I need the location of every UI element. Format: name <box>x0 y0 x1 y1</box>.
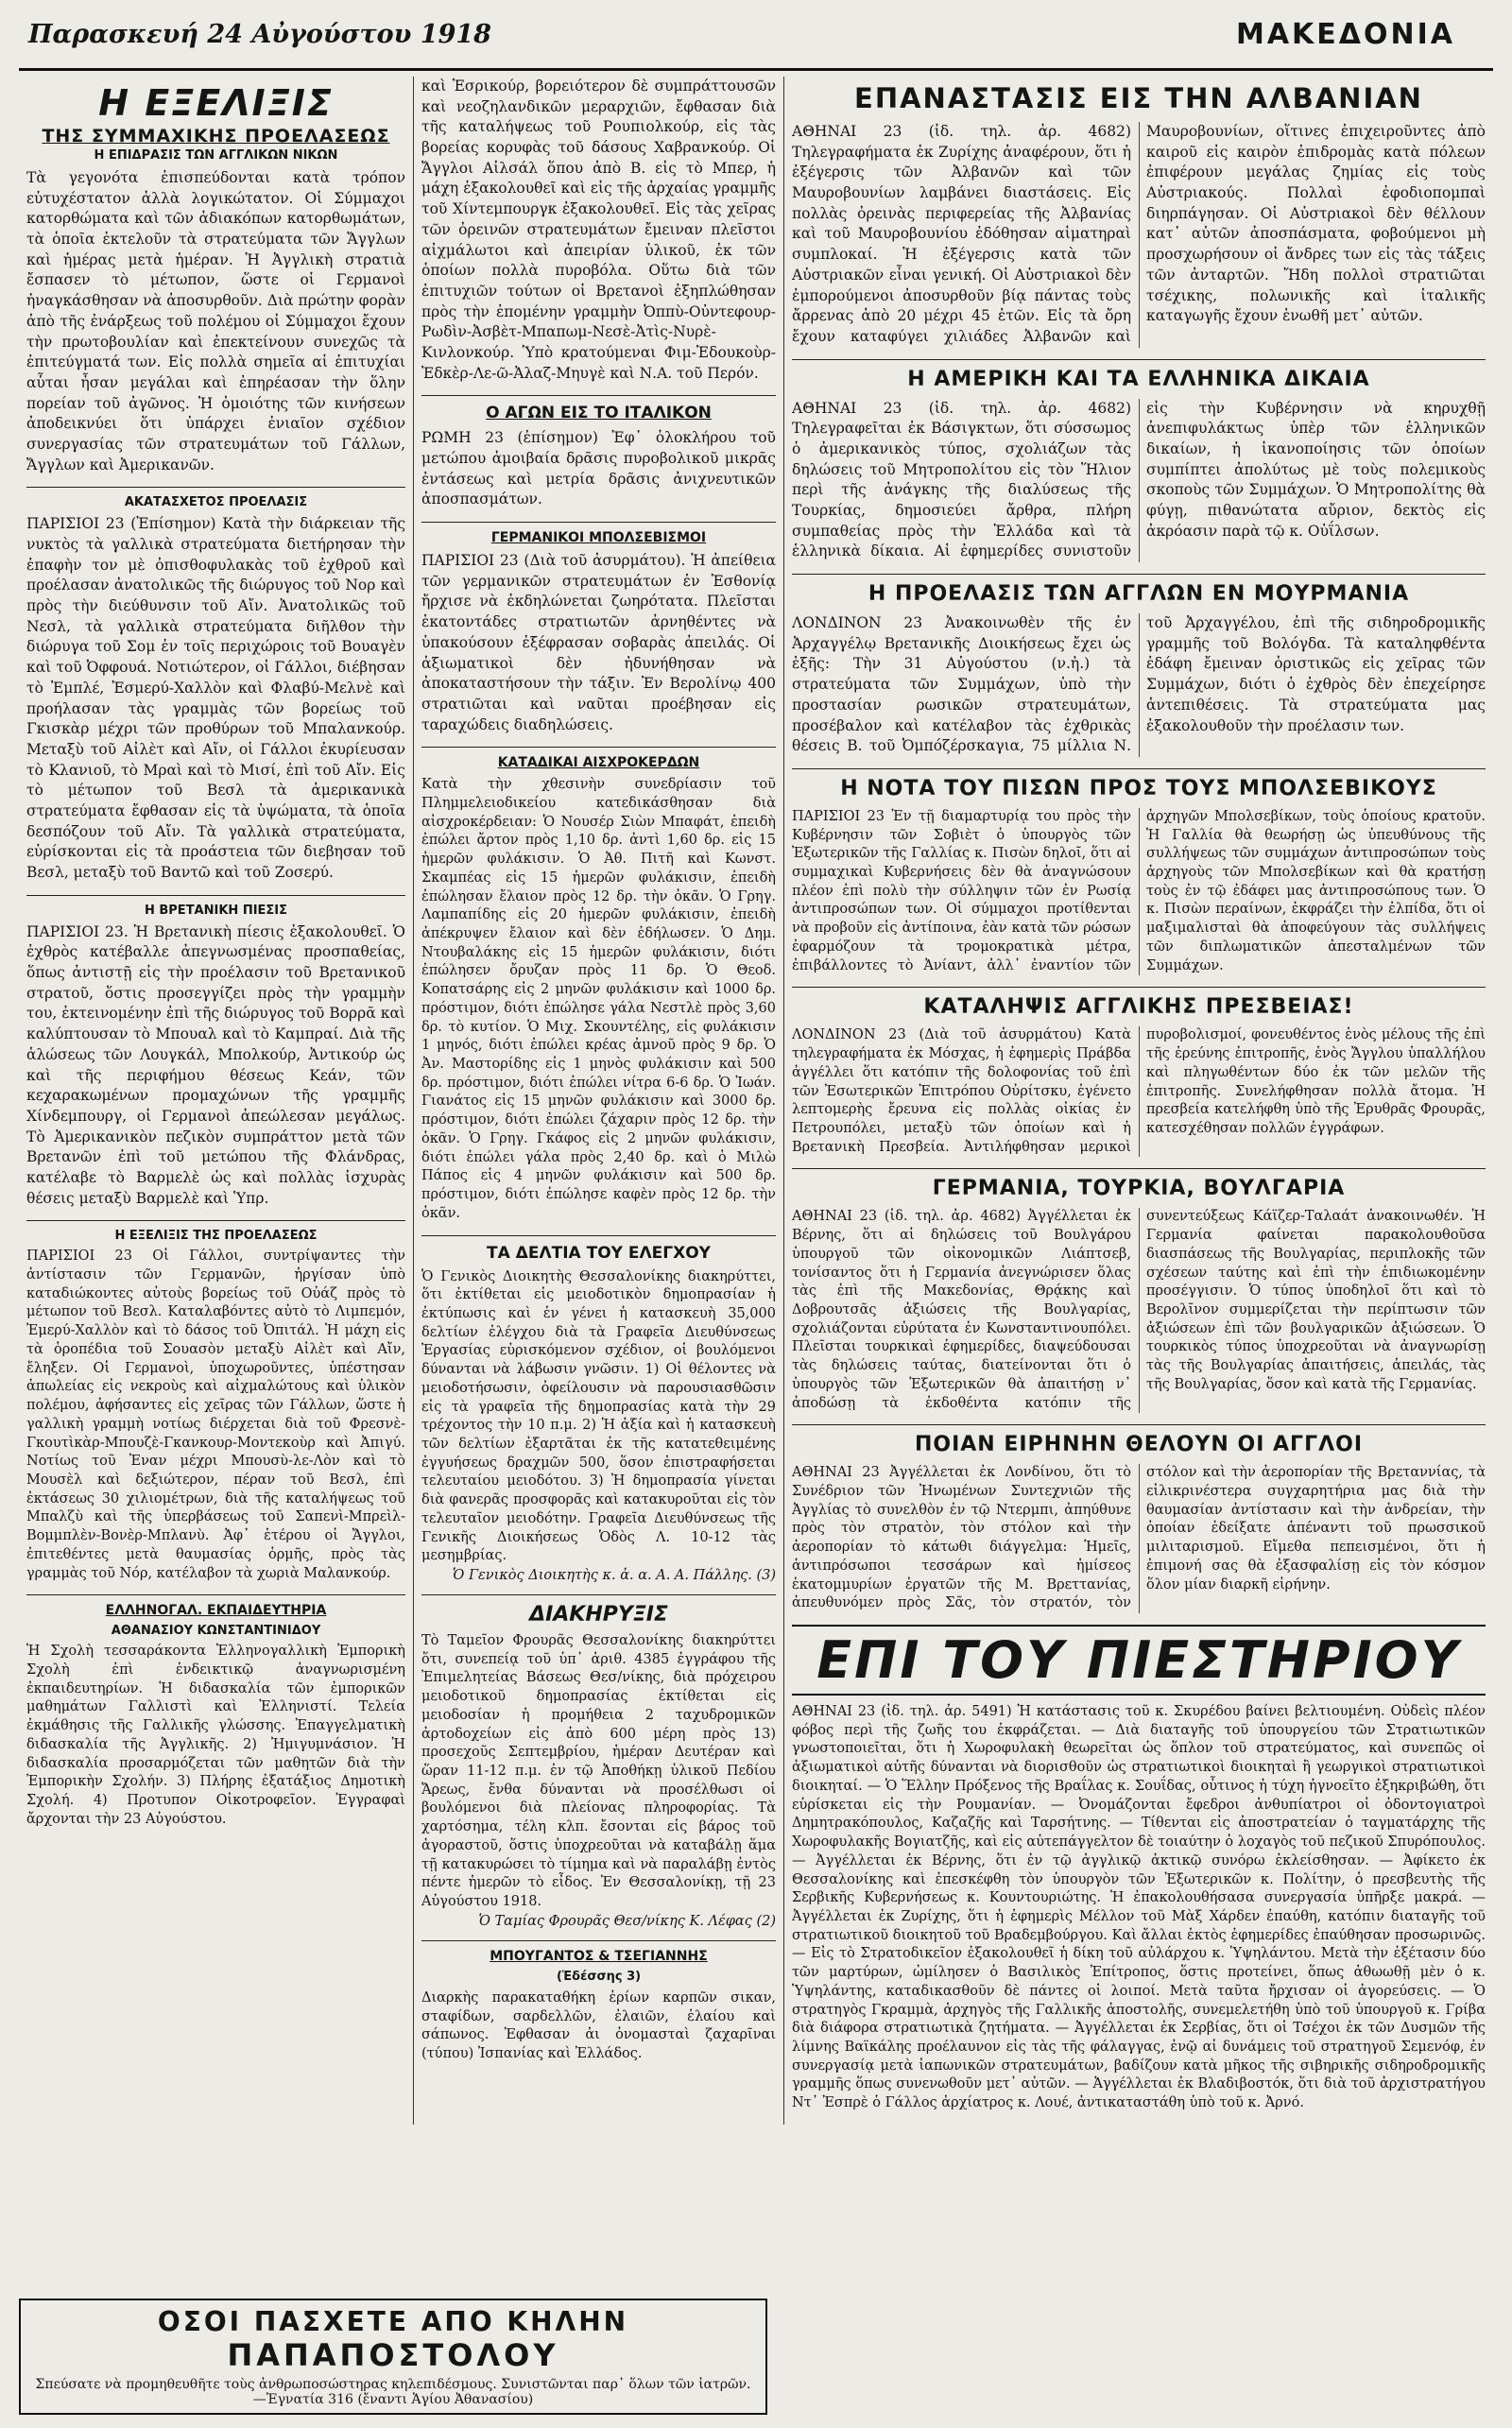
divider <box>26 1220 405 1221</box>
article-embassy-seizure <box>792 995 1486 1157</box>
article-murmansk <box>792 582 1486 757</box>
article-germany-turkey-bulgaria <box>792 1177 1486 1413</box>
article-body: ΠΑΡΙΣΙΟΙ 23 Οἱ Γάλλοι, συντρίψαντες τὴν ἀντίστασιν τῶν Γερμανῶν, ἠργίσαν ὑπὸ καταδιώκοντες αὐτοὺς βορείως τοῦ Οὐάζ πρὸς τὸ μέτωπον τοῦ Βεσλ. Καταλαβόντες αὐτὸ τὸ Λιμπεμόν, Ἐμερύ-Χαλλὸν καὶ τὸ δάσος τοῦ Ὀπιτάλ. Ἡ μάχη εἰς τὰ ὁροπέδια τοῦ Σουασὸν μεταξὺ Αἰλὲτ καὶ Αἴν, ἔληξεν. Οἱ Γερμανοὶ, ὑποχωροῦντες, ὑπέστησαν ἀπωλείας εἰς νεκροὺς καὶ αἰχμαλώτους καὶ ὑλικὸν πολέμου, ἀφήσαντες εἰς χεῖρας τῶν Γάλλων, ὥστε ἡ γαλλικὴ γραμμὴ νοτίως διέρχεται διὰ τοῦ Φρεσνὲ-Γκουτὶκὰρ-Μπουζὲ-Γκανκουρ-Μοντεκοὺρ καὶ Ἀπιγύ. Νοτίως τοῦ Ἐναν μέχρι Μπουσὺ-λε-Λὸν καὶ τὸ Μουσὲλ καὶ δεξιώτερον, πέραν τοῦ Βεσλ, ἐπὶ ἐκτάσεως 30 χιλιομέτρων, διὰ τῆς καταλήψεως τοῦ Μπαλζὺ καὶ τῆς ὑπερβάσεως τοῦ Σαπενὶ-Μπρεὶλ-Βομμπλὲν-Βονὲρ-Μπλανὺ. Ἀφ᾽ ἑτέρου οἱ Ἄγγλοι, ἐπιτεθέντες μετὰ θαυμασίας ὁρμῆς, πρὸς τὰς γραμμὰς τοῦ Νόρ, κατέλαβον τὰ χωριὰ Μαλανκούρ. <box>26 1248 405 1581</box>
article-title: Η ΕΞΕΛΙΞΙΣ ΤΗΣ ΠΡΟΕΛΑΣΕΩΣ <box>114 1229 318 1244</box>
article-body: καὶ Ἐσρικούρ, βορειότερον δὲ συμπράττουσῶν καὶ νεοζηλανδικῶν μεραρχιῶν, ἔφθασαν διὰ τῆς καταλήψεως τοῦ Ρουπιολκούρ, εἰς τὰς βορείας κορυφὰς τοῦ δάσους Χαβρανκούρ. Οἱ Ἄγγλοι Αἰλσάλ ὅπου ἀπὸ Β. εἰς τὸ Μπερ, ἡ μάχη ἐξακολουθεῖ καὶ εἰς τῆς ἀρχαίας γραμμῆς τοῦ Χίντεμπουργκ ἐξακολουθεῖ. Εἰς τὰς χεῖρας τῶν ὀρεινῶν στρατευμάτων ἔμειναν πλεῖστοι αἰχμάλωτοι καὶ ἀπειρίαν ὑλικοῦ, ἐκ τῶν ὁποίων πολλὰ πυροβόλα. Οὕτω διὰ τῶν ἐπιτυχιῶν τούτων οἱ Βρετανοὶ ἐξηπλώθησαν πρὸς τὴν ἐπομένην γραμμὴν Ὀππὺ-Οὐντεφουρ-Ρωδὶν-Ἀσβὲτ-Μπαπωμ-Νεσὲ-Ἀτὶς-Νυρὲ-Κινλονκούρ. Ὑπὸ κρατούμεναι Φιμ-Ἐδουκοὺρ-Ἐδκὲρ-Λε-ῶ-Ἀλαζ-Μηυγὲ καὶ Ν.Α. τοῦ Περόν. <box>421 77 776 382</box>
divider <box>792 987 1486 988</box>
article-body: ΠΑΡΙΣΙΟΙ 23. Ἡ Βρετανικὴ πίεσις ἐξακολουθεῖ. Ὁ ἐχθρὸς κατέβαλλε ἀπεγνωσμένας προσπαθείας, ὅπως ἀντιστῇ εἰς τὴν προέλασιν τοῦ Βρετανικοῦ στρατοῦ, ὅστις προσεγγίζει πρὸς τὴν γραμμὴν του, ἐκτεινομένην ἐπὶ τῆς διώρυγος τοῦ Βορρᾶ καὶ καλύπτουσαν τὸ Μπουαλ καὶ τὸ Καμπραί. Διὰ τῆς ἁλώσεως τῶν Λουγκάλ, Μπολκούρ, Ἀντικούρ ὡς καὶ τῆς περιφήμου θέσεως Κεάν, τῶν κεχαρακωμένων προμαχώνων τῆς γραμμῆς Χίνδεμπουργ, οἱ Γερμανοὶ ἀπεώλεσαν μεγάλως. Τὸ Ἀμερικανικὸν πεζικὸν συμπράττον μετὰ τῶν Βρετανῶν ἐπὶ τοῦ μετώπου τῆς Φλάνδρας, κατέλαβε τὸ Βαρμελὲ ὡς καὶ πολλὰς ἰσχυρὰς θέσεις μεταξὺ Βαρμελὲ καὶ Ὑπρ. <box>26 922 405 1207</box>
article-title: Η ΝΟΤΑ ΤΟΥ ΠΙΣΩΝ ΠΡΟΣ ΤΟΥΣ ΜΠΟΛΣΕΒΙΚΟΥΣ <box>840 776 1437 801</box>
columns <box>19 77 1493 2125</box>
ad-body: Σπεύσατε νὰ προμηθευθῆτε τοὺς ἀνθρωποσώστηρας κηλεπιδέσμους. Συνιστῶνται παρ᾽ ὅλων τῶν ἰατρῶν.—Ἐγνατία 316 (ἔναντι Ἁγίου Ἀθανασίου) <box>35 2377 751 2407</box>
article-on-the-press <box>792 1625 1486 2113</box>
column-3 <box>784 77 1493 2125</box>
article-proclamation <box>421 1603 776 1929</box>
article-title: Η ΕΞΕΛΙΞΙΣ <box>98 82 334 124</box>
article-title: ΓΕΡΜΑΝΙΚΟΙ ΜΠΟΛΣΕΒΙΣΜΟΙ <box>490 530 707 546</box>
divider <box>26 1594 405 1595</box>
article-continuation <box>421 77 776 384</box>
article-title: Η ΒΡΕΤΑΝΙΚΗ ΠΙΕΣΙΣ <box>144 903 288 918</box>
article-british-pressure <box>26 904 405 1210</box>
article-title: ΕΠΙ ΤΟΥ ΠΙΕΣΤΗΡΙΟΥ <box>792 1625 1486 1696</box>
column-1 <box>19 77 414 2125</box>
masthead <box>19 0 1493 71</box>
divider <box>26 487 405 488</box>
article-signature: Ὁ Γενικὸς Διοικητὴς κ. ἀ. α. Α. Α. Πάλλης. (3) <box>452 1568 776 1583</box>
divider <box>421 747 776 748</box>
article-british-peace <box>792 1433 1486 1613</box>
article-unstoppable-advance <box>26 495 405 883</box>
divider <box>792 768 1486 769</box>
divider <box>26 895 405 896</box>
ad-title: ΜΠΟΥΓΑΝΤΟΣ & ΤΣΕΓΙΑΝΝΗΣ <box>490 1948 708 1964</box>
article-evolution <box>26 82 405 475</box>
divider <box>792 1424 1486 1425</box>
column-2 <box>414 77 784 2125</box>
article-body: ΑΘΗΝΑΙ 23 (ἰδ. τηλ. ἀρ. 4682) Τηλεγραφεῖται ἐκ Βάσιγκτων, ὅτι σύσσωμος ὁ ἀμερικανικὸς τύπος, σχολιάζων τὰς δηλώσεις τοῦ Μητροπολίτου εἰς τὸν Ἥλιον περὶ τῆς ἀνάγκης τῆς διαλύσεως τῆς Τουρκίας, δημοσιεύει ἄρθρα, πλήρη συμπαθείας πρὸς τὴν Ἑλλάδα καὶ τὰ ἑλληνικὰ δίκαια. Αἱ ἐφημερίδες συνιστοῦν εἰς τὴν Κυβέρνησιν νὰ κηρυχθῇ ἀνεπιφυλάκτως ὑπὲρ τῶν ἑλληνικῶν δικαίων, ἡ ἱκανοποίησις τῶν ὁποίων συμπίπτει ἀπολύτως μὲ τοὺς πολεμικοὺς σκοποὺς τῶν Συμμάχων. Ὁ Μητροπολίτης θὰ φύγῃ, πιθανώτατα αὔριον, δεκτὸς εἰς ἀκρόασιν παρὰ τῷ κ. Οὐΐλσων. <box>792 399 1486 560</box>
ad-line-1: ΟΣΟΙ ΠΑΣΧΕΤΕ ΑΠΟ ΚΗΛΗΝ <box>157 2306 629 2337</box>
article-signature: Ὁ Ταμίας Φρουρᾶς Θεσ/νίκης Κ. Λέφας (2) <box>478 1913 776 1929</box>
article-body: Τὰ γεγονότα ἐπισπεύδονται κατὰ τρόπον εὐτυχέστατον ἀλλὰ λογικώτατον. Οἱ Σύμμαχοι κατορθώματα καὶ τῶν ἀδιακόπων κατορθωμάτων, τὰ ὁποῖα ἐκτελοῦν τὰ στρατεύματα τῶν Ἄγγλων καὶ ἡμέρας μετὰ ἡμέραν. Ἡ Ἀγγλικὴ στρατιὰ ἔσπασεν τὸ μέτωπον, ὥστε οἱ Γερμανοὶ ἠναγκάσθησαν νὰ ἀποσυρθοῦν. Διὰ πρώτην φορὰν ἀπὸ τῆς ἐνάρξεως τοῦ πολέμου οἱ Σύμμαχοι ἔχουν τὴν πρωτοβουλίαν καὶ ἐπεκτείνουν συνεχῶς τὰ ἐπιτεύγματά των. Εἰς πολλὰ σημεῖα αἱ ἐπιτυχίαι αὗται ἦσαν μεγάλαι καὶ ἐπηρέασαν τὴν ὅλην πορείαν τοῦ ἀγῶνος. Ἡ ὁμοιότης τῶν κινήσεων ἀποδεικνύει ὅτι ὑπάρχει ἐνιαῖον σχέδιον συνεργασίας τῶν στρατευμάτων τοῦ Γάλλων, Ἄγγλων καὶ Ἀμερικανῶν. <box>26 169 405 474</box>
article-pichon-note <box>792 777 1486 975</box>
ad-title: ΕΛΛΗΝΟΓΑΛ. ΕΚΠΑΙΔΕΥΤΗΡΙΑ <box>105 1603 327 1619</box>
divider <box>421 395 776 396</box>
article-body: ΛΟΝΔΙΝΟΝ 23 (Διὰ τοῦ ἀσυρμάτου) Κατὰ τηλεγραφήματα ἐκ Μόσχας, ἡ ἐφημερὶς Πράβδα ἀγγέλλει ὅτι κατόπιν τῆς δολοφονίας τοῦ ἐπὶ τῶν Ἐσωτερικῶν Ἐπιτρόπου Οὐρίτσκυ, ἐγένετο λεπτομερὴς ἔρευνα εἰς πολλὰς οἰκίας ἐν Πετρουπόλει, μεταξὺ τῶν ὁποίων καὶ ἡ Βρετανικὴ Πρεσβεία. Ἀντιλήφθησαν μερικοὶ πυροβολισμοί, φονευθέντος ἑνὸς μέλους τῆς ἐπὶ τῆς ἐρεύνης ἐπιτροπῆς, ἑνὸς Ἄγγλου ὑπαλλήλου καὶ πληγωθέντων δύο ἐκ τῶν μελῶν τῆς ἐπιτροπῆς. Συνελήφθησαν πολλὰ ἄτομα. Ἡ πρεσβεία κατελήφθη ὑπὸ τῆς Ἐρυθρᾶς Φρουρᾶς, κατεσχέθησαν πολλῶν ἐγγράφων. <box>792 1027 1486 1155</box>
ad-merchants <box>421 1949 776 2064</box>
article-german-bolshevism <box>421 530 776 735</box>
article-body: Ὁ Γενικὸς Διοικητὴς Θεσσαλονίκης διακηρύττει, ὅτι ἐκτίθεται εἰς μειοδοτικὸν δημοπρασίαν ἡ ἐκτύπωσις καὶ ἐν γένει ἡ κατασκευὴ 35,000 δελτίων ἐλέγχου διὰ τὰ Γραφεῖα Διευθύνσεως Ἐργασίας εὑρισκόμενον σχέδιον, οἱ βουλόμενοι δύνανται νὰ λάβωσιν γνῶσιν. 1) Οἱ θέλοντες νὰ μειοδοτήσωσιν, ὀφείλουσιν νὰ παρουσιασθῶσιν εἰς τὰ γραφεῖα τῆς δημοπρασίας κατὰ τὴν 29 τρέχοντος τὴν 10 π.μ. 2) Ἡ ἀξία καὶ ἡ κατασκευὴ τῶν δελτίων ἐξαρτᾶται ἐκ τῆς κατατεθειμένης ἐγγυήσεως δραχμῶν 500, ὅσον ἐπιστραφήσεται τελευταίου μειοδότου. 3) Ἡ δημοπρασία γίνεται διὰ φανερᾶς προσφορᾶς καὶ κατακυροῦται εἰς τὸν τελευταῖον μειοδότην. Γραφεῖα Διευθύνσεως τῆς Γενικῆς Διοικήσεως Ὁδὸς Λ. 10-12 τὰς μεσημβρίας. <box>421 1268 776 1564</box>
article-body: ΡΩΜΗ 23 (ἐπίσημον) Ἐφ᾽ ὁλοκλήρου τοῦ μετώπου ἀμοιβαία δρᾶσις πυροβολικοῦ μικρᾶς ἐντάσεως καὶ μετρία δρᾶσις ἀνιχνευτικῶν ἀποσπασμάτων. <box>421 429 776 508</box>
article-title: ΤΑ ΔΕΛΤΙΑ ΤΟΥ ΕΛΕΓΧΟΥ <box>487 1243 711 1263</box>
article-title: ΓΕΡΜΑΝΙΑ, ΤΟΥΡΚΙΑ, ΒΟΥΛΓΑΡΙΑ <box>932 1177 1346 1201</box>
article-body: ΑΘΗΝΑΙ 23 (ἰδ. τηλ. ἀρ. 5491) Ἡ κατάστασις τοῦ κ. Σκυρέδου βαίνει βελτιουμένη. Οὐδεὶς πλέον φόβος περὶ τῆς ζωῆς του ἐκφράζεται. — Διὰ διαταγῆς τοῦ ὑπουργείου τῶν Στρατιωτικῶν γνωστοποιεῖται, ὅτι ἡ Χωροφυλακὴ θεωρεῖται ὡς ὅπλον τοῦ στρατεύματος, καὶ συνεπῶς οἱ ἀξιωματικοὶ αὐτῆς δύνανται νὰ διορισθοῦν ὡς στρατιωτικοὶ διοικηταὶ ἢ γεωργικοὶ στρατιωτικοὶ διοικηταί. — Ὁ Ἕλλην Πρόξενος τῆς Βραΐλας κ. Σουΐδας, οὗτινος ἡ τύχη ἠγνοεῖτο ἐξηκριβώθη, ὅτι εὑρίσκεται εἰς τὴν Ρουμανίαν. — Ὀνομάζονται ἔφεδροι ἀνθυπίατροι οἱ ὀδοντογιατροὶ Δημητρακόπουλος, Καζαζῆς καὶ Ταρσήτνης. — Τίθενται εἰς ἀποστρατείαν ὁ ταγματάρχης τῆς Χωροφυλακῆς Βογιατζῆς, καὶ εἰς αὐτεπάγγελτον δὲ τοιαύτην ὁ λοχαγὸς τοῦ πεζικοῦ Σπυρόπουλος. — Ἀγγέλλεται ἐκ Βέρνης, ὅτι ἐν τῷ ἀγγλικῷ ἀκτικῷ συνόρω ἐκλείσθησαν. — Ἀφίκετο ἐκ Θεσσαλονίκης καὶ ἐπεσκέφθη τὸν ὑπουργὸν τῶν Ἐξωτερικῶν κ. Πολίτην, ὁ πρεσβευτὴς τῆς Σερβικῆς Κυβερνήσεως κ. Κουντουριώτης. Ἡ ἐπακολουθήσασα συνεργασία ὑπῆρξε μακρά. — Ἀγγέλλεται ἐκ Ζυρίχης, ὅτι ἡ ἐφημερὶς Μέλλον τοῦ Μὰξ Χάρδεν ἐπαύθη, κατόπιν διαταγῆς τοῦ στρατιωτικοῦ διοικητοῦ τοῦ Βραδεμβούργου. Καὶ ἄλλαι ἐκτὸς ἐφημερίδες ἐπαύθησαν προσωρινῶς. — Εἰς τὸ Στρατοδικεῖον ἐξακολουθεῖ ἡ δίκη τοῦ αὐλάρχου κ. Ὑψηλάντου. Μετὰ τὴν ἐξέτασιν δύο τῶν μαρτύρων, ὡμίλησεν ὁ Βασιλικὸς Ἐπίτροπος, ὅστις προτείνει, ὅπως ἀθωωθῇ μὲν ὁ κ. Ὑψηλάντης, καταδικασθοῦν δὲ πάντες οἱ λοιποί. Μετὰ ταῦτα ἤρχισαν οἱ ἀγορεύσεις. — Ὁ στρατηγὸς Γκραμμὰ, ἀρχηγὸς τῆς Γαλλικῆς ἀποστολῆς, συνεμελετήθη ὑπὸ τοῦ ὑπουργοῦ κ. Γρίβα διὰ διάφορα στρατιωτικὰ ζητήματα. — Ἀγγέλλεται ἐκ Σερβίας, ὅτι οἱ Τσέχοι ἐκ τῶν Δυσμῶν τῆς λίμνης Βαϊκάλης προέλαυνον εἰς τὰς τῆς φάλαγγας, ἐνῷ αἱ δυνάμεις τοῦ στρατηγοῦ Σεμενόφ, ἐν συνεργασίᾳ μετὰ ἰαπωνικῶν στρατευμάτων, βαδίζουν κατὰ μῆκος τῆς σιβηρικῆς σιδηροδρομικῆς γραμμῆς ὅπως συνενωθοῦν μετ᾽ αὐτῶν. — Ἀγγέλλεται ἐκ Βλαδιβοστόκ, ὅτι διὰ τοῦ ἀρχιστρατήγου Ντ᾽ Ἐσπρὲ ὁ Γάλλος ἀρχίατρος κ. Λουέ, ἀντικαταστάθη ὑπὸ τοῦ κ. Ἀρνό. <box>792 1704 1486 2111</box>
ad-body: Διαρκὴς παρακαταθήκη ἐρίων καρπῶν σικαν, σταφίδων, σαρδελλῶν, ἐλαιῶν, ἐλαίου καὶ σάπωνος. Ἐφθασαν ἀι ὀνομασταὶ ζαχαρῖναι (τύπου) Ἰσπανίας καὶ Ἐλλάδος. <box>421 1989 776 2061</box>
article-title: Η ΑΜΕΡΙΚΗ ΚΑΙ ΤΑ ΕΛΛΗΝΙΚΑ ΔΙΚΑΙΑ <box>907 367 1370 391</box>
article-body: ΑΘΗΝΑΙ 23 (ἰδ. τηλ. ἀρ. 4682) Ἀγγέλλεται ἐκ Βέρνης, ὅτι αἱ δηλώσεις τοῦ Βουλγάρου ὑπουργοῦ τῶν οἰκονομικῶν Λιάπτσεβ, τονίσαντος ὅτι ἡ Γερμανία ἀνεγνώρισεν ὅλας τὰς ἐπὶ τῆς Μακεδονίας, Θρᾴκης καὶ Δοβρουτσᾶς ἀξιώσεις τῆς Βουλγαρίας, σχολιάζονται εὑρύτατα ἐν Κωνσταντινουπόλει. Πλεῖσται τουρκικαὶ ἐφημερίδες, διαψεύδουσαι τὰς δηλώσεις ταύτας, διατείνονται ὅτι ὁ ὑπουργὸς τῶν Ἐξωτερικῶν θὰ ἀπαιτήσῃ ν᾽ ἀποδώσῃ τὰ ἐκδοθέντα κατόπιν τῆς συνεντεύξεως Κάϊζερ-Ταλαάτ ἀνακοινωθέν. Ἡ Γερμανία φαίνεται παρακολουθοῦσα διασπάσεως τῆς Βουλγαρίας, περιπλοκῆς τῶν σχέσεων ταύτης καὶ ἐπὶ τὴν ἐπιδιωκομένην προσέγγισιν. Ὁ τύπος ὑποδηλοῖ ὅτι καὶ τὸ Βερολῖνον συμμερίζεται τὴν περίπτωσιν τῶν ἀξιώσεων ἐπὶ τῶν βουλγαρικῶν ἀξιώσεων. Ὁ τουρκικὸς τύπος ὑποχρεοῦται νὰ ἀναγνωρίσῃ τὰς τῆς Βουλγαρίας ἀπαιτήσεις, ἀπειλάς, τὰς τῆς Βουλγαρίας, ὅσον καὶ κατὰ τῆς Γερμανίας. <box>792 1209 1486 1411</box>
divider <box>421 522 776 523</box>
article-subtitle: ΤΗΣ ΣΥΜΜΑΧΙΚΗΣ ΠΡΟΕΛΑΣΕΩΣ <box>42 126 390 146</box>
issue-date: Παρασκευή 24 Αὐγούστου 1918 <box>28 19 491 49</box>
article-america-greek-rights <box>792 368 1486 563</box>
article-title: ΠΟΙΑΝ ΕΙΡΗΝΗΝ ΘΕΛΟΥΝ ΟΙ ΑΓΓΛΟΙ <box>914 1433 1364 1457</box>
article-control-cards <box>421 1244 776 1584</box>
article-title: Ο ΑΓΩΝ ΕΙΣ ΤΟ ΙΤΑΛΙΚΟΝ <box>486 404 712 423</box>
bottom-advertisement <box>19 2299 767 2415</box>
newspaper-title: ΜΑΚΕΔΟΝΙΑ <box>1235 17 1455 51</box>
article-title: Η ΠΡΟΕΛΑΣΙΣ ΤΩΝ ΑΓΓΛΩΝ ΕΝ ΜΟΥΡΜΑΝΙΑ <box>868 582 1410 607</box>
article-title: ΚΑΤΑΔΙΚΑΙ ΑΙΣΧΡΟΚΕΡΔΩΝ <box>497 755 700 771</box>
article-title: ΑΚΑΤΑΣΧΕΤΟΣ ΠΡΟΕΛΑΣΙΣ <box>124 495 308 510</box>
divider <box>421 1235 776 1236</box>
divider <box>792 1168 1486 1169</box>
article-body: ΑΘΗΝΑΙ 23 Ἀγγέλλεται ἐκ Λονδίνου, ὅτι τὸ Συνέδριον τῶν Ἡνωμένων Συντεχνιῶν τῆς Ἀγγλίας τὸ συνελθὸν ἐν τῷ Ντερμπι, ἀπηύθυνε πρὸς τὸν στρατὸν, τὸν στόλον καὶ τὴν ἀεροπορίαν τὸ κάτωθι διάγγελμα: Ἡμεῖς, ἀντιπρόσωποι τεσσάρων καὶ ἡμίσεος ἑκατομμυρίων ἐργατῶν τῆς Μ. Βρεττανίας, ἀπευθυνόμεν πρὸς Σᾶς, τὸν στρατόν, τὸν στόλον καὶ τὴν ἀεροπορίαν τῆς Βρεταννίας, τὰ εἰλικρινέστερα συγχαρητήρια μας διὰ τὴν θαυμασίαν ἀντίστασιν καὶ τὴν ἀνδρείαν, τὴν ὁποίαν ἐδείξατε ἀπέναντι τοῦ πρωσσικοῦ μιλιταρισμοῦ. Εἴμεθα πεπεισμένοι, ὅτι ἡ ἐπιμονή σας θὰ ἐξασφαλίσῃ εἰς τὸν κόσμον ὅλον μίαν διαρκῆ εἰρήνην. <box>792 1465 1486 1611</box>
article-italian-front <box>421 404 776 510</box>
ad-subtitle: ΑΘΑΝΑΣΙΟΥ ΚΩΝΣΤΑΝΤΙΝΙΔΟΥ <box>111 1624 321 1639</box>
article-kicker: Η ΕΠΙΔΡΑΣΙΣ ΤΩΝ ΑΓΓΛΙΚΩΝ ΝΙΚΩΝ <box>94 148 338 163</box>
article-body: Τὸ Ταμεῖον Φρουρᾶς Θεσσαλονίκης διακηρύττει ὅτι, συνεπείᾳ τοῦ ὑπ᾽ ἀριθ. 4385 ἐγγράφου τῆς Ἐπιμελητείας Βάσεως Θεσ/νίκης, διὰ πρόχειρου μειοδοτικοῦ δημοπρασίας ἐκτίθεται εἰς μειοδοσίαν ἡ προμήθεια 2 ταχυδρομικῶν ἀρτοδοχείων εἰς ἀπὸ 600 μέρη πρὸς 13) προσεχοῦς Σεπτεμβρίου, ἡμέραν Δευτέραν καὶ ὥραν 11-12 π.μ. ἐν τῷ Ἀποθήκῃ ὑλικοῦ Πεδίου Ἄρεως, ἔνθα δύνανται νὰ προσέλθωσι οἱ βουλόμενοι διὰ πλείονας πληροφορίας. Τὰ χαρτόσημα, τέλη κλπ. ἔσονται εἰς βάρος τοῦ ἀγοραστοῦ, ὅστις ὑποχρεοῦται νὰ καταβάλῃ ἅμα τῇ κατακυρώσει τὸ τίμημα καὶ νὰ παραλάβῃ ἐντὸς πέντε ἡμερῶν τὸ εἶδος. Ἐν Θεσσαλονίκῃ, τῇ 23 Αὐγούστου 1918. <box>421 1633 776 1910</box>
divider <box>421 1594 776 1595</box>
article-body: ΛΟΝΔΙΝΟΝ 23 Ἀνακοινωθὲν τῆς ἐν Ἀρχαγγέλῳ Βρετανικῆς Διοικήσεως ἔχει ὡς ἑξῆς: Τὴν 31 Αὐγούστου (ν.ἡ.) τὰ στρατεύματα τῶν Συμμάχων, ὑπὸ τὴν προστασίαν ρωσικῶν στρατευμάτων, προσέβαλον καὶ κατέλαβον τὰς ἐχθρικὰς θέσεις Β. τοῦ Ὀμπόζέρσκαγια, 75 μίλλια Ν. τοῦ Ἀρχαγγέλου, ἐπὶ τῆς σιδηροδρομικῆς γραμμῆς τοῦ Βολόγδα. Τὰ καταληφθέντα ἐδάφη ἔμειναν ὁριστικῶς εἰς χεῖρας τῶν Συμμάχων, διότι ὁ ἐχθρὸς δὲν ἐπεχείρησε ἀντεπιθέσεις. Τὰ στρατεύματα μας ἐξακολουθοῦν τὴν προέλασιν των. <box>792 614 1486 755</box>
article-body: ΑΘΗΝΑΙ 23 (ἰδ. τηλ. ἀρ. 4682) Τηλεγραφήματα ἐκ Ζυρίχης ἀναφέρουν, ὅτι ἡ ἐξέγερσις τῶν Ἀλβανῶν καὶ τῶν Μαυροβουνίων λαμβάνει διαστάσεις. Εἰς πολλὰς ὀρεινὰς περιφερείας τῆς Ἀλβανίας καὶ τοῦ Μαυροβουνίου ἐδόθησαν αἱματηραὶ συμπλοκαί. Ἡ ἐξέγερσις κατὰ τῶν Αὐστριακῶν εἶναι γενική. Οἱ Αὐστριακοὶ δὲν ἐμπορούμενοι ἀποσυρθοῦν βίᾳ πάντας τοὺς ἄρρενας ἀπὸ 20 μέχρι 45 ἐτῶν. Εἰς τὰ ὄρη ἔχουν καταφύγει χιλιάδες Ἀλβανῶν καὶ Μαυροβουνίων, οἵτινες ἐπιχειροῦντες ἀπὸ καιροῦ εἰς καιρὸν ἐπιδρομὰς κατὰ πόλεων ἐπιφέρουν μεγάλας ζημίας εἰς τοὺς Αὐστριακούς. Πολλαὶ ἐφοδιοπομπαὶ διηρπάγησαν. Οἱ Αὐστριακοὶ δὲν θέλλουν κατ᾽ αὐτῶν ἀποσπάσματα, φοβούμενοι μὴ προσχωρήσουν οἱ ἄνδρες των εἰς τὰς τάξεις τῶν ἀνταρτῶν. Ἤδη πολλοὶ στρατιῶται τσέχικης, πολωνικῆς καὶ ἰταλικῆς καταγωγῆς ἔχουν ἑνωθῆ μετ᾽ αὐτῶν. <box>792 123 1486 345</box>
ad-subtitle: (Ἐδέσσης 3) <box>556 1969 642 1984</box>
article-body: ΠΑΡΙΣΙΟΙ 23 (Διὰ τοῦ ἀσυρμάτου). Ἡ ἀπείθεια τῶν γερμανικῶν στρατευμάτων ἐν Ἐσθονίᾳ ἤρχισε νὰ ἐκδηλώνεται ζωηρότατα. Πλεῖσται ἑκατοντάδες στρατιωτῶν ἀρνηθέντες νὰ ὑπακούσουν ἐξέφρασαν σοβαρὰς ἀπειλάς. Οἱ ἀξιωματικοὶ δὲν ἠδυνήθησαν νὰ ἀποκαταστήσουν τὴν τάξιν. Ἐν Βερολίνῳ 400 στρατιῶται καὶ ναῦται προέβησαν εἰς ταραχώδεις διαδηλώσεις. <box>421 552 776 733</box>
ad-school <box>26 1603 405 1829</box>
ad-line-2: ΠΑΠΑΠΟΣΤΟΛΟΥ <box>227 2337 559 2373</box>
article-body: ΠΑΡΙΣΙΟΙ 23 (Ἐπίσημον) Κατὰ τὴν διάρκειαν τῆς νυκτὸς τὰ γαλλικὰ στρατεύματα διετήρησαν τὴν ἐπαφὴν τον μὲ ὀπισθοφυλακὰς τοῦ ἐχθροῦ καὶ προέλασαν ἀνατολικῶς τῆς διώρυγος τοῦ Νορ καὶ πρὸς τὴν διεύθυνσιν τοῦ Αἴν. Ἀνατολικῶς τοῦ Νεσλ, τὰ γαλλικὰ στρατεύματα διῆλθον τὴν διώρυγα τοῦ Σομ ἐν τοῖς περιχώροις τοῦ Βουαγὲν καὶ τοῦ Ὀφφουά. Νοτιώτερον, οἱ Γάλλοι, διέβησαν τὸ Ἐμπλέ, Ἐσμερύ-Χαλλὸν καὶ Φλαβύ-Μελνὲ καὶ προήλασαν τὰς γραμμὰς τῶν βορείως τοῦ Γκισκὰρ μέχρι τῶν προθύρων τοῦ Μπαλανκούρ. Μεταξὺ τοῦ Αἰλὲτ καὶ Αἴν, οἱ Γάλλοι ἐκυρίευσαν τὸ Κλανιοῦ, τὸ Μραὶ καὶ τὸ Μισί, ἐπὶ τοῦ Αἴν. Εἰς τὸ μέτωπον τοῦ Βεσλ τὰ ἀμερικανικὰ στρατεύματα ἔφθασαν εἰς τὰ ὑψώματα, τὰ ὁποῖα δεσπόζουν τοῦ Αἴν. Τὰ γαλλικὰ στρατεύματα, εὑρίσκονται εἰς τὰ προάστεια τῶν διεβησαν τοῦ Βεσλ, μεταξὺ τοῦ Βαντῶ καὶ τοῦ Ζοσερύ. <box>26 515 405 881</box>
divider <box>421 1940 776 1941</box>
article-albania-revolt <box>792 82 1486 348</box>
article-title: ΕΠΑΝΑΣΤΑΣΙΣ ΕΙΣ ΤΗΝ ΑΛΒΑΝΙΑΝ <box>854 82 1423 114</box>
article-profiteer-sentences <box>421 755 776 1223</box>
divider <box>792 574 1486 575</box>
divider <box>792 359 1486 360</box>
article-title: ΚΑΤΑΛΗΨΙΣ ΑΓΓΛΙΚΗΣ ΠΡΕΣΒΕΙΑΣ! <box>923 995 1354 1020</box>
article-title: ΔΙΑΚΗΡΥΞΙΣ <box>529 1603 668 1627</box>
article-advance-evolution <box>26 1229 405 1583</box>
article-body: ΠΑΡΙΣΙΟΙ 23 Ἐν τῇ διαμαρτυρίᾳ του πρὸς τὴν Κυβέρνησιν τῶν Σοβιὲτ ὁ ὑπουργὸς τῶν Ἐξωτερικῶν τῆς Γαλλίας κ. Πισὼν δηλοῖ, ὅτι αἱ συμμαχικαὶ Κυβερνήσεις δὲν θὰ ἀναγνώσουν πλέον ἐπὶ πολὺ τὴν σύλληψιν τῶν ἐν Ρωσίᾳ ἀντιπροσώπων των. Οἱ σύμμαχοι προτίθενται νὰ προβοῦν εἰς ἀντίποινα, ἐὰν κατὰ τῶν ρώσων ἐφαρμόζουν τὰ τρομοκρατικὰ μέτρα, ἐπιβάλλοντες τὸ Ἀνίαντ, ἀλλ᾽ ἐναντίον τῶν ἀρχηγῶν Μπολσεβίκων, τοὺς ὁποίους κρατοῦν. Ἡ Γαλλία θὰ θεωρήσῃ ὡς ὑπευθύνους τῆς συλλήψεως τῶν συμμάχων ἀντιπροσώπων τοὺς ἀρχηγοὺς τῶν Μπολσεβίκων καὶ θὰ κρατήσῃ τοὺς ἐν τῷ ἐδάφει μας ἀντιπροσώπους των. Ὁ κ. Πισὼν περαίνων, ἐκφράζει τὴν ἐλπίδα, ὅτι οἱ μαξιμαλισταὶ θὰ ἀποφεύγουν τὰς συλλήψεις τῶν διπλωματικῶν ἀπεσταλμένων τῶν Συμμάχων. <box>792 808 1486 973</box>
ad-body: Ἡ Σχολὴ τεσσαράκοντα Ἑλληνογαλλικὴ Ἐμπορικὴ Σχολὴ ἐπὶ ἐνδεικτικῷ ἀναγνωρισμένη ἐκπαιδευτηρίων. Ἡ διδασκαλία τῶν ἐμπορικῶν μαθημάτων Γαλλιστὶ καὶ Ἑλληνιστί. Τελεία ἐκμάθησις τῆς Γαλλικῆς γλώσσης. Ἐπαγγελματικὴ διδασκαλία τῆς Ἀγγλικῆς. 2) Ἠμιγυμνάσιον. Ἡ διδασκαλία προσαρμόζεται τῶν μαθητῶν διὰ τὴν Ἐμπορικὴν Σχολήν. 3) Πλήρης ἐξατάξιος Δημοτικὴ Σχολή. 4) Προτυπον Οἰκοτροφεῖον. Ἐγγραφαὶ ἄρχονται τὴν 23 Αὐγούστου. <box>26 1644 405 1827</box>
article-body: Κατὰ τὴν χθεσινὴν συνεδρίασιν τοῦ Πλημμελειοδικείου κατεδικάσθησαν διὰ αἰσχροκέρδειαν: Ὁ Νουσέρ Σιὼν Μπαφάτ, ἐπειδὴ ἐπώλει ἄρτον πρὸς 1,10 δρ. ἀντὶ 1,60 δρ. εἰς 15 ἡμερῶν φυλάκισιν. Ὁ Ἀθ. Πιτῆ καὶ Κωνστ. Σκαμπέας εἰς 15 ἡμερῶν φυλάκισιν, ἐπειδὴ ἐπώλησαν ἔλαιον πρὸς 12 δρ. τὴν ὀκᾶν. Ὁ Γρηγ. Λαμπαπίδης εἰς 20 ἡμερῶν φυλάκισιν, ἐπειδὴ ἀπέκρυψεν ἔλαιον καὶ δὲν ἐδήλωσεν. Ὁ Δημ. Ντουβαλάκης εἰς 15 ἡμερῶν φυλάκισιν, διότι ἐπώλησεν ὄρυζαν πρὸς 11 δρ. Ὁ Θεοδ. Κοπατσάρης εἰς 2 μηνῶν φυλάκισιν καὶ 1000 δρ. πρόστιμον, διότι ἐπώλησε γάλα Νεστλὲ πρὸς 3,60 δρ. τὸ κυτίον. Ὁ Μιχ. Σκουντέλης, εἰς φυλάκισιν 1 μηνός, διότι ἐπώλει κρέας ἀμνοῦ πρὸς 9 δρ. Ὁ Ἀν. Μαστορίδης εἰς 1 μηνὸς φυλάκισιν καὶ 500 δρ. πρόστιμον, διότι ἐπώλει νίτρα 6-6 δρ. Ὁ Ἰωάν. Γιανάτος εἰς 15 μηνῶν φυλάκισιν καὶ 3000 δρ. πρόστιμον, διότι ἐπώλει ζάχαριν πρὸς 12 δρ. τὴν ὀκᾶν. Ὁ Γρηγ. Γκάφος εἰς 2 μηνῶν φυλάκισιν, διότι ἐπώλει γάλα πρὸς 2,40 δρ. καὶ ὁ Μιλὼ Πάπος εἰς 4 μηνῶν φυλάκισιν καὶ 500 δρ. πρόστιμον, διότι ἐπώλησε καφὲν πρὸς 12 δρ. τὴν ὀκᾶν. <box>421 777 776 1221</box>
